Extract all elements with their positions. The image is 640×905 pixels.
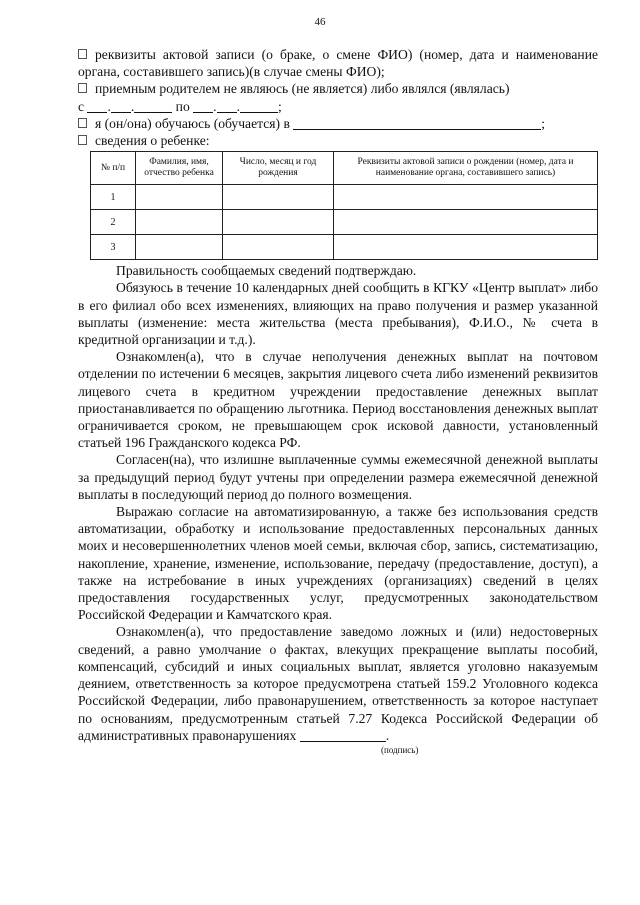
- paragraph-agree-overpaid: Согласен(на), что излишне выплаченные суммы ежемесячной денежной выплаты за предыдущий период будут учтены при определении размера ежемесячной денежной выплаты в последующий период до полного возмещения.: [78, 452, 598, 502]
- row-number: 2: [91, 210, 136, 235]
- from-day-field[interactable]: [87, 99, 107, 113]
- table-row: [91, 235, 598, 260]
- child-birth-cell[interactable]: [223, 210, 334, 235]
- item-marriage-record: реквизиты актовой записи (о браке, о смене ФИО) (номер, дата и наименование органа, составившего запись)(в случае смены ФИО);: [78, 47, 598, 80]
- from-year-field[interactable]: [134, 99, 172, 113]
- checkbox[interactable]: [78, 83, 87, 93]
- checkbox[interactable]: [78, 118, 87, 128]
- signature-field[interactable]: [300, 728, 386, 742]
- child-name-cell[interactable]: [136, 235, 223, 260]
- child-birth-cell[interactable]: [223, 235, 334, 260]
- child-record-cell[interactable]: [334, 185, 598, 210]
- row-number: 3: [91, 235, 136, 260]
- to-year-field[interactable]: [240, 99, 278, 113]
- child-birth-cell[interactable]: [223, 185, 334, 210]
- table-row: [91, 185, 598, 210]
- child-record-cell[interactable]: [334, 235, 598, 260]
- header-birth: Число, месяц и год рождения: [223, 152, 334, 185]
- paragraph-confirm: Правильность сообщаемых сведений подтверждаю.: [116, 263, 417, 279]
- item-child-info: сведения о ребенке:: [78, 132, 598, 149]
- paragraph-obligation: Обязуюсь в течение 10 календарных дней сообщить в КГКУ «Центр выплат» либо в его филиал обо всех изменениях, влияющих на право получения и размер указанной выплаты (изменение: места жительства (места пребывания), Ф.И.О., № счета в кредитной организации и т.д.).: [78, 280, 598, 348]
- school-field[interactable]: [293, 116, 541, 130]
- table-row: [91, 210, 598, 235]
- from-month-field[interactable]: [111, 99, 131, 113]
- item-studying: я (он/она) обучаюсь (обучается) в ;: [78, 115, 598, 132]
- page-number: 46: [314, 16, 326, 28]
- item-foster-parent: приемным родителем не являюсь (не является) либо являлся (являлась) с . . по . . ;: [78, 81, 510, 114]
- child-record-cell[interactable]: [334, 210, 598, 235]
- row-number: 1: [91, 185, 136, 210]
- paragraph-consent: Выражаю согласие на автоматизированную, а также без использования средств автоматизации, обработку и использование предоставленных персональных данных моих и несовершеннолетних членов моей семьи, включая сбор, запись, систематизацию, накопление, хранение, изменение, использование, передачу (предоставление, доступ), а также на истребование в иных учреждениях (организациях) сведений в целях предоставления государственных услуг, предусмотренных законодательством Российской Федерации и Камчатского края.: [78, 504, 598, 623]
- header-birth-record: Реквизиты актовой записи о рождении (номер, дата и наименование органа, составившего запись): [334, 152, 598, 185]
- paragraph-informed-suspension: Ознакомлен(а), что в случае неполучения денежных выплат на почтовом отделении по истечении 6 месяцев, закрытия лицевого счета либо изменений реквизитов лицевого счета в кредитном учреждении предоставление денежных выплат приостанавливается по обращению льготника. Период восстановления денежных выплат ограничивается сроком, не превышающем срок исковой давности, установленный статьей 196 Гражданского кодекса РФ.: [78, 349, 598, 451]
- child-name-cell[interactable]: [136, 210, 223, 235]
- children-table: [90, 151, 598, 260]
- paragraph-liability: Ознакомлен(а), что предоставление заведомо ложных и (или) недостоверных сведений, а равно умолчание о фактах, влекущих прекращение выплаты пособий, компенсаций, субсидий и иных социальных выплат, является уголовно наказуемым деянием, ответственность за которое предусмотрена статьей 159.2 Уголовного кодекса Российской Федерации, либо правонарушением, ответственность за которое наступает по основаниям, предусмотренным статьей 7.27 Кодекса Российской Федерации об административных правонарушениях .: [78, 624, 598, 743]
- form-body: [78, 46, 598, 755]
- header-name: Фамилия, имя, отчество ребенка: [136, 152, 223, 185]
- to-month-field[interactable]: [217, 99, 237, 113]
- checkbox[interactable]: [78, 49, 87, 59]
- checkbox[interactable]: [78, 135, 87, 145]
- to-day-field[interactable]: [193, 99, 213, 113]
- signature-caption: (подпись): [381, 744, 419, 755]
- child-name-cell[interactable]: [136, 185, 223, 210]
- header-number: № п/п: [91, 152, 136, 185]
